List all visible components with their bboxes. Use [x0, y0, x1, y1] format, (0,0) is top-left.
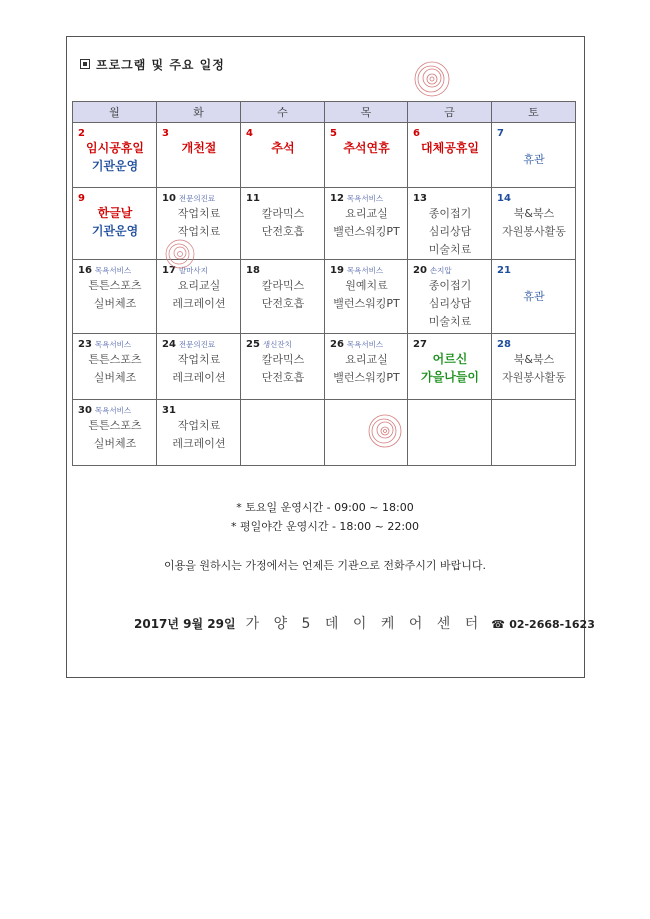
day-number: 4	[246, 128, 253, 139]
activity-item: 가을나들이	[421, 370, 479, 384]
day-activities	[246, 351, 320, 387]
day-activities	[497, 205, 571, 241]
day-header	[330, 126, 403, 139]
calendar-day-cell	[157, 400, 241, 466]
weekday-header: 목	[325, 102, 408, 123]
calendar-day-cell	[325, 188, 408, 260]
activity-item: 대체공휴일	[421, 141, 479, 155]
activity-item: 종이접기	[428, 207, 472, 220]
calendar-header	[73, 102, 576, 123]
day-number: 7	[497, 128, 504, 139]
day-number: 6	[413, 128, 420, 139]
activity-item: 어르신	[432, 352, 468, 366]
day-number: 26	[330, 339, 344, 350]
weekday-header: 월	[73, 102, 157, 123]
activity-item: 자원봉사활동	[502, 225, 566, 238]
day-header	[330, 263, 403, 276]
activity-item: 단전호흡	[261, 225, 305, 238]
day-activities	[330, 277, 403, 313]
calendar-day-cell	[492, 260, 576, 334]
center-name: 가 양 5 데 이 케 어 센 터	[245, 616, 484, 632]
activity-item: 칼라믹스	[261, 279, 305, 292]
calendar-day-cell	[73, 334, 157, 400]
day-activities	[78, 204, 152, 240]
day-activities	[330, 139, 403, 157]
day-tag: 목욕서비스	[94, 266, 132, 275]
activity-item: 임시공휴일	[86, 141, 144, 155]
activity-item: 튼튼스포츠	[88, 279, 142, 292]
day-header	[162, 403, 236, 416]
day-number: 13	[413, 193, 427, 204]
calendar-day-cell	[73, 260, 157, 334]
day-activities	[246, 205, 320, 241]
day-number: 28	[497, 339, 511, 350]
day-header	[497, 126, 571, 139]
day-tag: 생신잔치	[262, 340, 292, 349]
weekday-header: 화	[157, 102, 241, 123]
activity-item: 단전호흡	[261, 371, 305, 384]
activity-item: 북&북스	[513, 353, 555, 366]
calendar-day-cell	[73, 400, 157, 466]
day-activities	[162, 417, 236, 453]
day-tag: 전문의진료	[178, 340, 216, 349]
section-title	[80, 56, 225, 73]
activity-item: 실버체조	[93, 437, 137, 450]
activity-item: 레크레이션	[172, 297, 226, 310]
calendar-week-row	[73, 260, 576, 334]
day-number: 14	[497, 193, 511, 204]
activity-item: 자원봉사활동	[502, 371, 566, 384]
calendar-day-cell	[408, 188, 492, 260]
day-header	[413, 191, 487, 204]
saturday-hours-note: * 토요일 운영시간 - 09:00 ~ 18:00	[236, 501, 414, 514]
square-bullet-icon	[80, 59, 90, 69]
day-number: 23	[78, 339, 92, 350]
day-activities	[246, 277, 320, 313]
day-header	[246, 263, 320, 276]
day-activities	[162, 277, 236, 313]
swirl-stamp-icon	[164, 238, 196, 270]
day-header	[330, 191, 403, 204]
day-number: 2	[78, 128, 85, 139]
footer	[134, 613, 595, 633]
activity-item: 한글날	[97, 206, 133, 220]
day-number: 12	[330, 193, 344, 204]
activity-item: 종이접기	[428, 279, 472, 292]
activity-item: 튼튼스포츠	[88, 353, 142, 366]
calendar-day-cell	[325, 260, 408, 334]
day-activities	[78, 139, 152, 175]
activity-item: 북&북스	[513, 207, 555, 220]
day-number: 25	[246, 339, 260, 350]
activity-item: 밸런스워킹PT	[333, 225, 400, 238]
day-header	[497, 337, 571, 350]
activity-item: 칼라믹스	[261, 207, 305, 220]
day-header	[78, 337, 152, 350]
weekday-header: 금	[408, 102, 492, 123]
day-header	[246, 191, 320, 204]
day-activities	[162, 205, 236, 241]
day-header	[246, 126, 320, 139]
day-number: 19	[330, 265, 344, 276]
calendar-day-cell	[408, 400, 492, 466]
calendar-table	[72, 101, 576, 466]
day-number: 24	[162, 339, 176, 350]
calendar-day-cell	[408, 334, 492, 400]
day-header	[78, 403, 152, 416]
activity-item: 작업치료	[177, 419, 221, 432]
activity-item: 심리상담	[428, 297, 472, 310]
day-number: 3	[162, 128, 169, 139]
phone-icon: ☎	[491, 618, 505, 631]
activity-item: 심리상담	[428, 225, 472, 238]
day-tag: 목욕서비스	[94, 406, 132, 415]
activity-item: 원예치료	[345, 279, 388, 292]
day-header	[330, 337, 403, 350]
day-activities	[246, 139, 320, 157]
calendar-day-cell	[73, 188, 157, 260]
day-activities	[413, 350, 487, 386]
calendar-day-cell	[492, 123, 576, 188]
activity-item: 레크레이션	[172, 437, 226, 450]
weekday-night-hours-note: * 평일야간 운영시간 - 18:00 ~ 22:00	[230, 520, 420, 533]
calendar-day-cell	[241, 260, 325, 334]
day-number: 20	[413, 265, 427, 276]
day-tag: 전문의진료	[178, 194, 216, 203]
day-number: 9	[78, 193, 85, 204]
calendar-day-cell	[241, 400, 325, 466]
activity-item: 미술치료	[428, 315, 472, 328]
calendar-day-cell	[492, 188, 576, 260]
weekday-header: 수	[241, 102, 325, 123]
activity-item: 밸런스워킹PT	[333, 297, 400, 310]
day-tag: 목욕서비스	[94, 340, 132, 349]
calendar-week-row	[73, 400, 576, 466]
activity-item: 작업치료	[177, 225, 221, 238]
day-tag: 목욕서비스	[346, 340, 384, 349]
day-activities	[413, 277, 487, 331]
activity-item: 칼라믹스	[261, 353, 305, 366]
day-header	[78, 191, 152, 204]
calendar-day-cell	[73, 123, 157, 188]
calendar-day-cell	[325, 123, 408, 188]
activity-item: 작업치료	[177, 207, 221, 220]
calendar-body	[73, 123, 576, 466]
day-tag: 발마사지	[178, 266, 208, 275]
day-header	[78, 263, 152, 276]
day-header	[413, 337, 487, 350]
day-activities	[497, 288, 571, 304]
calendar-week-row	[73, 123, 576, 188]
swirl-stamp-icon	[413, 60, 451, 98]
section-title-text: 프로그램 및 주요 일정	[96, 58, 225, 72]
activity-item: 휴관	[523, 153, 545, 166]
day-number: 27	[413, 339, 427, 350]
day-number: 21	[497, 265, 511, 276]
weekday-header: 토	[492, 102, 576, 123]
day-header	[497, 263, 571, 276]
activity-item: 실버체조	[93, 297, 137, 310]
day-header	[413, 126, 487, 139]
day-activities	[497, 151, 571, 167]
day-header	[78, 126, 152, 139]
activity-item: 실버체조	[93, 371, 137, 384]
calendar-day-cell	[408, 123, 492, 188]
calendar-day-cell	[492, 334, 576, 400]
day-number: 31	[162, 405, 176, 416]
calendar-day-cell	[241, 123, 325, 188]
activity-item: 추석	[271, 141, 295, 155]
day-number: 18	[246, 265, 260, 276]
day-activities	[78, 417, 152, 453]
activity-item: 개천절	[181, 141, 217, 155]
day-activities	[162, 139, 236, 157]
contact-message: 이용을 원하시는 가정에서는 언제든 기관으로 전화주시기 바랍니다.	[163, 559, 486, 572]
day-header	[413, 263, 487, 276]
calendar-day-cell	[241, 334, 325, 400]
activity-item: 요리교실	[345, 207, 388, 220]
activity-item: 추석연휴	[343, 141, 390, 155]
day-activities	[413, 205, 487, 259]
activity-item: 레크레이션	[172, 371, 226, 384]
activity-item: 단전호흡	[261, 297, 305, 310]
footer-date: 2017년 9월 29일	[134, 617, 236, 631]
activity-item: 요리교실	[177, 279, 221, 292]
activity-item: 요리교실	[345, 353, 388, 366]
day-activities	[330, 205, 403, 241]
day-tag: 목욕서비스	[346, 266, 384, 275]
day-activities	[330, 351, 403, 387]
day-number: 30	[78, 405, 92, 416]
activity-item: 미술치료	[428, 243, 472, 256]
day-activities	[413, 139, 487, 157]
day-header	[497, 191, 571, 204]
activity-item: 작업치료	[177, 353, 221, 366]
calendar-day-cell	[157, 260, 241, 334]
calendar-week-row	[73, 334, 576, 400]
calendar-week-row	[73, 188, 576, 260]
day-activities	[78, 277, 152, 313]
swirl-stamp-icon	[367, 413, 403, 449]
day-activities	[78, 351, 152, 387]
day-activities	[497, 351, 571, 387]
day-tag: 목욕서비스	[346, 194, 384, 203]
day-tag: 손지압	[429, 266, 452, 275]
activity-item: 밸런스워킹PT	[333, 371, 400, 384]
day-number: 5	[330, 128, 337, 139]
calendar-day-cell	[241, 188, 325, 260]
activity-item: 튼튼스포츠	[88, 419, 142, 432]
calendar-day-cell	[492, 400, 576, 466]
activity-item: 기관운영	[91, 159, 139, 173]
calendar-day-cell	[157, 123, 241, 188]
activity-item: 휴관	[523, 290, 545, 303]
day-header	[246, 337, 320, 350]
day-number: 17	[162, 265, 176, 276]
calendar-day-cell	[408, 260, 492, 334]
day-number: 11	[246, 193, 260, 204]
day-activities	[162, 351, 236, 387]
day-number: 16	[78, 265, 92, 276]
activity-item: 기관운영	[91, 224, 139, 238]
calendar-day-cell	[157, 334, 241, 400]
phone-number: 02-2668-1623	[509, 618, 595, 631]
day-header	[162, 337, 236, 350]
day-number: 10	[162, 193, 176, 204]
day-header	[162, 126, 236, 139]
day-header	[162, 191, 236, 204]
calendar-day-cell	[325, 334, 408, 400]
